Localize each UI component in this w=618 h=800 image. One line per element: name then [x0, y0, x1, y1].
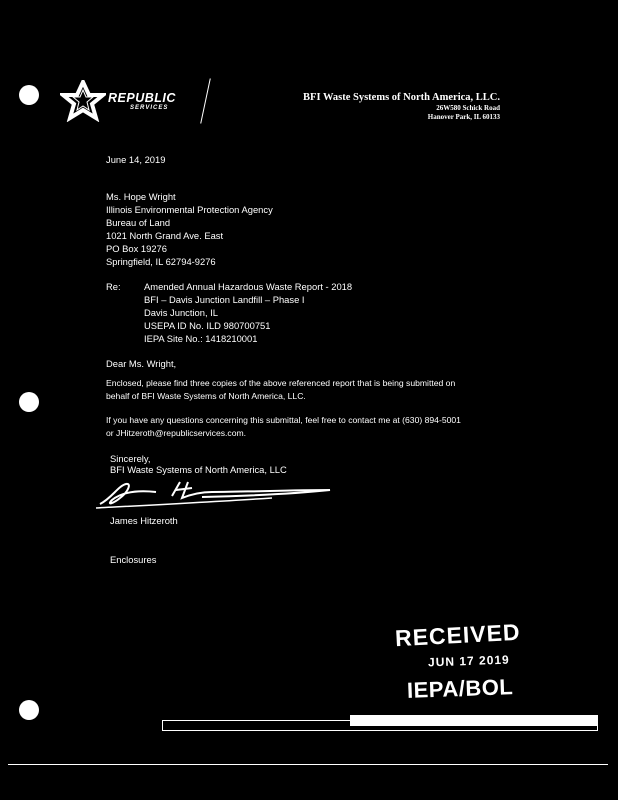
logo-wordmark: REPUBLIC — [108, 91, 176, 105]
republic-logo-icon — [60, 80, 106, 122]
re-line: Davis Junction, IL — [144, 307, 218, 318]
company-street: 26W580 Schick Road — [436, 104, 500, 112]
re-line: USEPA ID No. ILD 980700751 — [144, 320, 271, 331]
binder-hole-2 — [19, 392, 39, 412]
recipient-line: Bureau of Land — [106, 217, 171, 228]
recipient-line: Springfield, IL 62794-9276 — [106, 256, 216, 267]
company-name: BFI Waste Systems of North America, LLC. — [303, 92, 500, 103]
enclosures: Enclosures — [110, 554, 157, 565]
body-paragraph-1 — [106, 377, 455, 403]
body-line: If you have any questions concerning this submittal, feel free to contact me at (630) 894-5001 — [106, 415, 461, 425]
logo-divider — [200, 78, 211, 123]
binder-hole-1 — [19, 85, 39, 105]
recipient-line: Illinois Environmental Protection Agency — [106, 204, 273, 215]
company-city: Hanover Park, IL 60133 — [427, 113, 500, 121]
recipient-address — [106, 190, 273, 268]
stamp-received: RECEIVED — [394, 618, 522, 652]
salutation: Dear Ms. Wright, — [106, 358, 177, 369]
body-line: or JHitzeroth@republicservices.com. — [106, 428, 247, 438]
closing-sincerely: Sincerely, — [110, 453, 151, 464]
re-line: Amended Annual Hazardous Waste Report - 2018 — [144, 281, 353, 292]
bottom-rule — [8, 764, 608, 765]
signer-name: James Hitzeroth — [110, 515, 178, 526]
signature — [92, 478, 332, 512]
re-line: IEPA Site No.: 1418210001 — [144, 333, 258, 344]
body-line: behalf of BFI Waste Systems of North America, LLC. — [106, 391, 306, 401]
recipient-line: Ms. Hope Wright — [106, 191, 176, 202]
logo-subtext: SERVICES — [130, 105, 169, 111]
republic-logo — [60, 80, 190, 122]
letter-date: June 14, 2019 — [106, 154, 166, 165]
re-line: BFI – Davis Junction Landfill – Phase I — [144, 294, 305, 305]
re-subject — [144, 280, 352, 345]
re-label: Re: — [106, 281, 121, 292]
recipient-line: 1021 North Grand Ave. East — [106, 230, 224, 241]
closing-company: BFI Waste Systems of North America, LLC — [110, 464, 287, 475]
bottom-bar-fill — [350, 715, 598, 726]
stamp-date: JUN 17 2019 — [427, 652, 510, 670]
body-paragraph-2 — [106, 414, 461, 440]
binder-hole-3 — [19, 700, 39, 720]
stamp-agency: IEPA/BOL — [406, 674, 514, 703]
body-line: Enclosed, please find three copies of the above referenced report that is being submitted on — [106, 378, 456, 388]
recipient-line: PO Box 19276 — [106, 243, 167, 254]
